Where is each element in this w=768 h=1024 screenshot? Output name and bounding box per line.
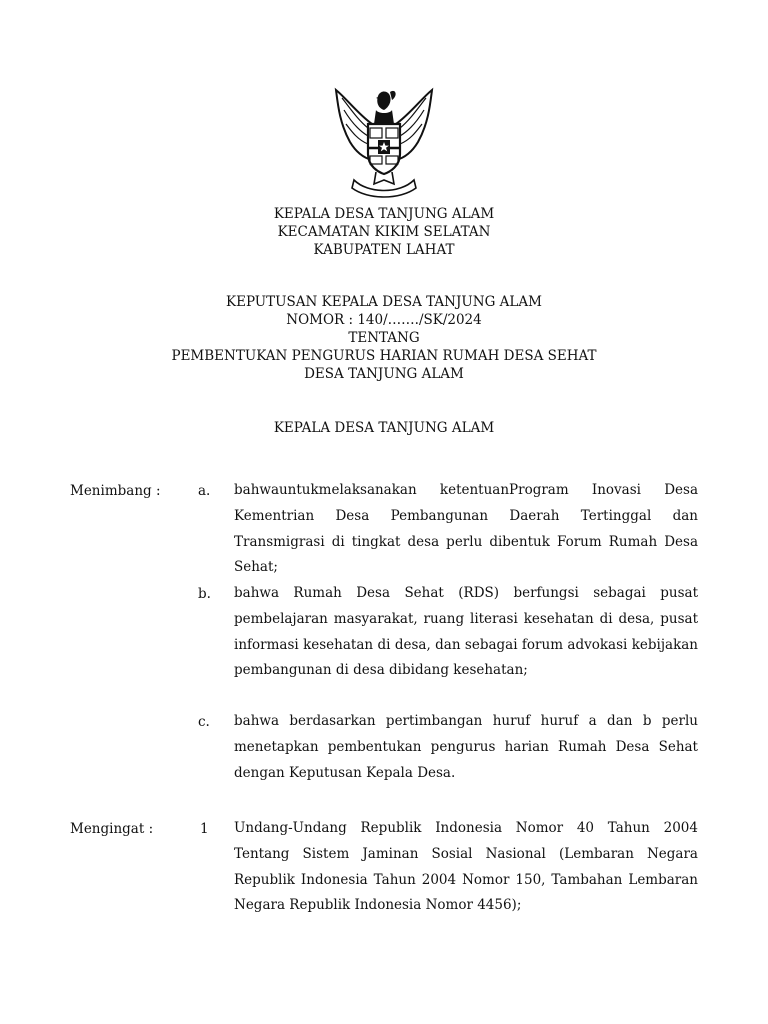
mengingat-label: Mengingat : — [70, 821, 154, 837]
decree-title: KEPUTUSAN KEPALA DESA TANJUNG ALAM — [226, 294, 542, 310]
decree-subject: DESA TANJUNG ALAM — [304, 366, 464, 382]
issuer-text: KEPALA DESA TANJUNG ALAM — [273, 420, 495, 436]
list-marker: b. — [198, 586, 211, 602]
header-line: KEPALA DESA TANJUNG ALAM — [273, 206, 495, 222]
garuda-emblem-icon — [328, 84, 440, 200]
list-marker: 1 — [200, 821, 209, 837]
list-marker: a. — [198, 483, 211, 499]
menimbang-item-c: bahwa berdasarkan pertimbangan huruf huruf a dan b perlu menetapkan pembentukan pengurus harian Rumah Desa Sehat dengan Keputusan Kepala Desa. — [234, 713, 698, 781]
header-line: KECAMATAN KIKIM SELATAN — [277, 224, 491, 240]
mengingat-item-1: Undang-Undang Republik Indonesia Nomor 40 Tahun 2004 Tentang Sistem Jaminan Sosial Nasional (Lembaran Negara Republik Indonesia Tahun 2004 Nomor 150, Tambahan Lembaran Negara Republik Indonesia Nomor 4456); — [234, 820, 698, 914]
issuer-header — [0, 205, 768, 259]
menimbang-item-b: bahwa Rumah Desa Sehat (RDS) berfungsi sebagai pusat pembelajaran masyarakat, ruang literasi kesehatan di desa, pusat informasi kesehatan di desa, dan sebagai forum advokasi kebijakan pembangunan di desa dibidang kesehatan; — [234, 585, 698, 679]
issuer-name — [0, 419, 768, 437]
menimbang-label: Menimbang : — [70, 483, 161, 499]
decree-subject: PEMBENTUKAN PENGURUS HARIAN RUMAH DESA SEHAT — [171, 348, 597, 364]
decree-number: NOMOR : 140/……./SK/2024 — [286, 312, 482, 328]
header-line: KABUPATEN LAHAT — [313, 242, 455, 258]
decree-about: TENTANG — [348, 330, 420, 346]
menimbang-item-a: bahwauntukmelaksanakan ketentuanProgram Inovasi Desa Kementrian Desa Pembangunan Daerah Tertinggal dan Transmigrasi di tingkat desa perlu dibentuk Forum Rumah Desa Sehat; — [234, 482, 698, 576]
list-marker: c. — [198, 714, 210, 730]
decree-title-block — [0, 293, 768, 383]
